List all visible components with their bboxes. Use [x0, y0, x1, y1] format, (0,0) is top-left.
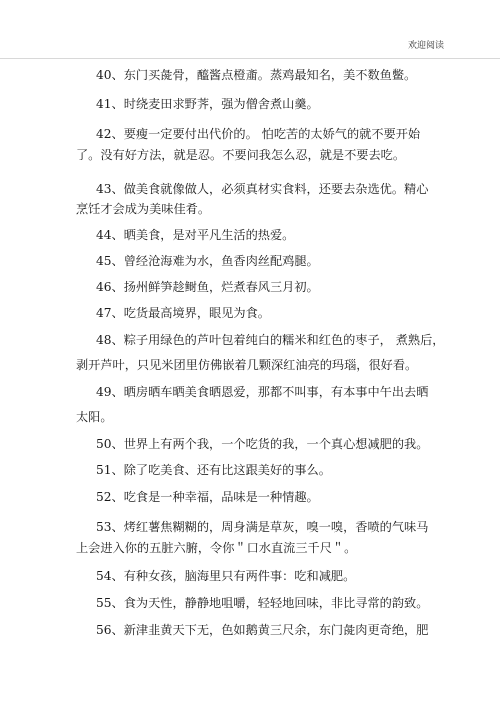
- list-item-51: 51、除了吃美食、还有比这跟美好的事么。: [96, 463, 331, 477]
- list-item-43-line-2: 烹饪才会成为美味佳肴。: [76, 202, 211, 216]
- list-item-50: 50、世界上有两个我，一个吃货的我，一个真心想减肥的我。: [96, 437, 429, 451]
- list-item-42-line-1: 42、要瘦一定要付出代价的。 怕吃苦的太娇气的就不要开始: [96, 127, 421, 141]
- header-label: 欢迎阅读: [407, 41, 444, 51]
- list-item-49-line-2: 太阳。: [76, 410, 113, 424]
- list-item-42-line-2: 了。没有好方法，就是忍。不要问我怎么忍，就是不要去吃。: [76, 148, 406, 162]
- list-item-53-line-2: 上会进入你的五脏六腑，令你＂口水直流三千尺＂。: [76, 541, 357, 555]
- list-item-40: 40、东门买彘骨，醯酱点橙齑。蒸鸡最知名，美不数鱼鳖。: [96, 68, 417, 82]
- list-item-56: 56、新津韭黄天下无，色如鹅黄三尺余，东门彘肉更奇绝，肥: [96, 623, 429, 637]
- list-item-48-line-1: 48、粽子用绿色的芦叶包着纯白的糯米和红色的枣子， 煮熟后，: [96, 333, 445, 347]
- list-item-47: 47、吃货最高境界，眼见为食。: [96, 306, 270, 320]
- list-item-53-line-1: 53、烤红薯焦糊糊的，周身满是草灰，嗅一嗅，香喷的气味马: [96, 520, 429, 534]
- list-item-44: 44、晒美食，是对平凡生活的热爱。: [96, 228, 295, 242]
- list-item-48-line-2: 剥开芦叶，只见米团里仿佛嵌着几颗深红油亮的玛瑙，很好看。: [76, 358, 418, 372]
- list-item-43-line-1: 43、做美食就像做人，必须真材实食料，还要去杂选优。精心: [96, 182, 429, 196]
- list-item-41: 41、时绕麦田求野荠，强为僧舍煮山羹。: [96, 97, 319, 111]
- list-item-54: 54、有种女孩，脑海里只有两件事：吃和减肥。: [96, 569, 356, 583]
- page-header: [0, 0, 500, 59]
- list-item-45: 45、曾经沧海难为水，鱼香肉丝配鸡腿。: [96, 254, 319, 268]
- list-item-46: 46、扬州鲜笋趁鲥鱼，烂煮春风三月初。: [96, 280, 319, 294]
- list-item-55: 55、食为天性，静静地咀嚼，轻轻地回味，非比寻常的韵致。: [96, 596, 429, 610]
- list-item-52: 52、吃食是一种幸福，品味是一种情趣。: [96, 490, 319, 504]
- list-item-49-line-1: 49、晒房晒车晒美食晒恩爱，那都不叫事，有本事中午出去晒: [96, 385, 429, 399]
